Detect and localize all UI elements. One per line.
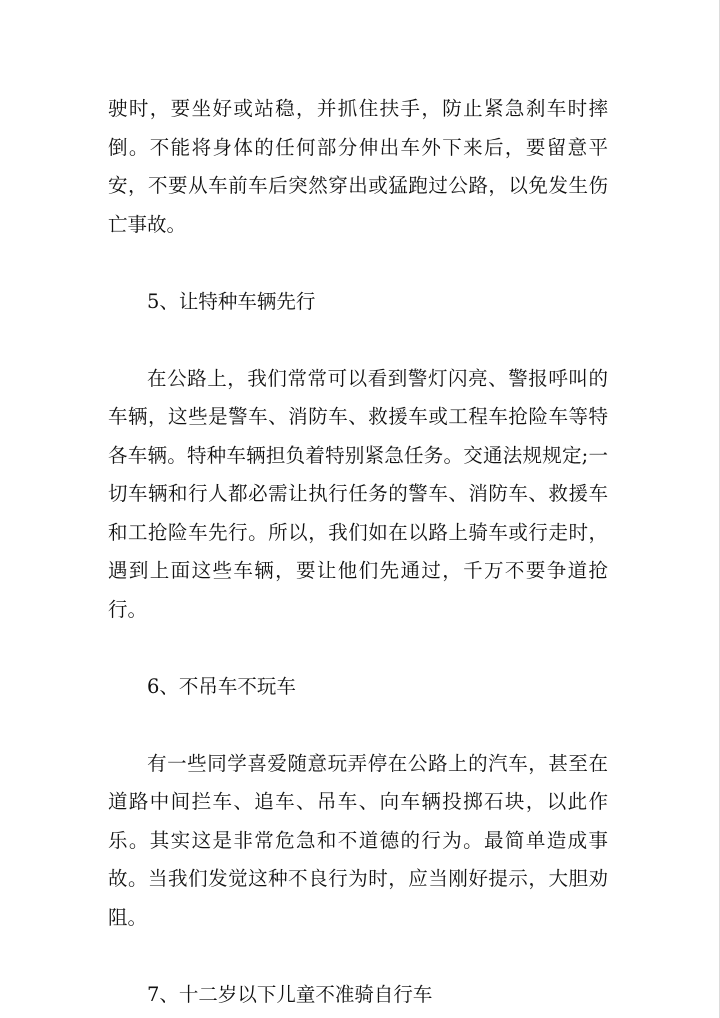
section-heading-7: 7、十二岁以下儿童不准骑自行车: [147, 982, 433, 1006]
spacer: [108, 629, 608, 668]
paragraph-section-6: 有一些同学喜爱随意玩弄停在公路上的汽车，甚至在道路中间拦车、追车、吊车、向车辆投掷石块，以此作乐。其实这是非常危急和不道德的行为。最简单造成事故。当我们发觉这种不良行为时，应当刚好提示，大胆劝阻。: [108, 751, 608, 929]
section-heading-5: 5、让特种车辆先行: [147, 289, 316, 313]
paragraph-section-5: 在公路上，我们常常可以看到警灯闪亮、警报呼叫的车辆，这些是警车、消防车、救援车或工程车抢险车等特各车辆。特种车辆担负着特别紧急任务。交通法规规定;一切车辆和行人都必需让执行任务的警车、消防车、救援车和工抢险车先行。所以，我们如在以路上骑车或行走时，遇到上面这些车辆，要让他们先通过，千万不要争道抢行。: [108, 366, 608, 621]
section-heading-6: 6、不吊车不玩车: [147, 674, 296, 698]
document-body: [108, 90, 608, 1014]
spacer: [108, 244, 608, 283]
spacer: [108, 937, 608, 976]
spacer: [108, 321, 608, 360]
spacer: [108, 706, 608, 745]
paragraph-continued: 驶时，要坐好或站稳，并抓住扶手，防止紧急刹车时摔倒。不能将身体的任何部分伸出车外下来后，要留意平安，不要从车前车后突然穿出或猛跑过公路，以免发生伤亡事故。: [108, 97, 608, 236]
